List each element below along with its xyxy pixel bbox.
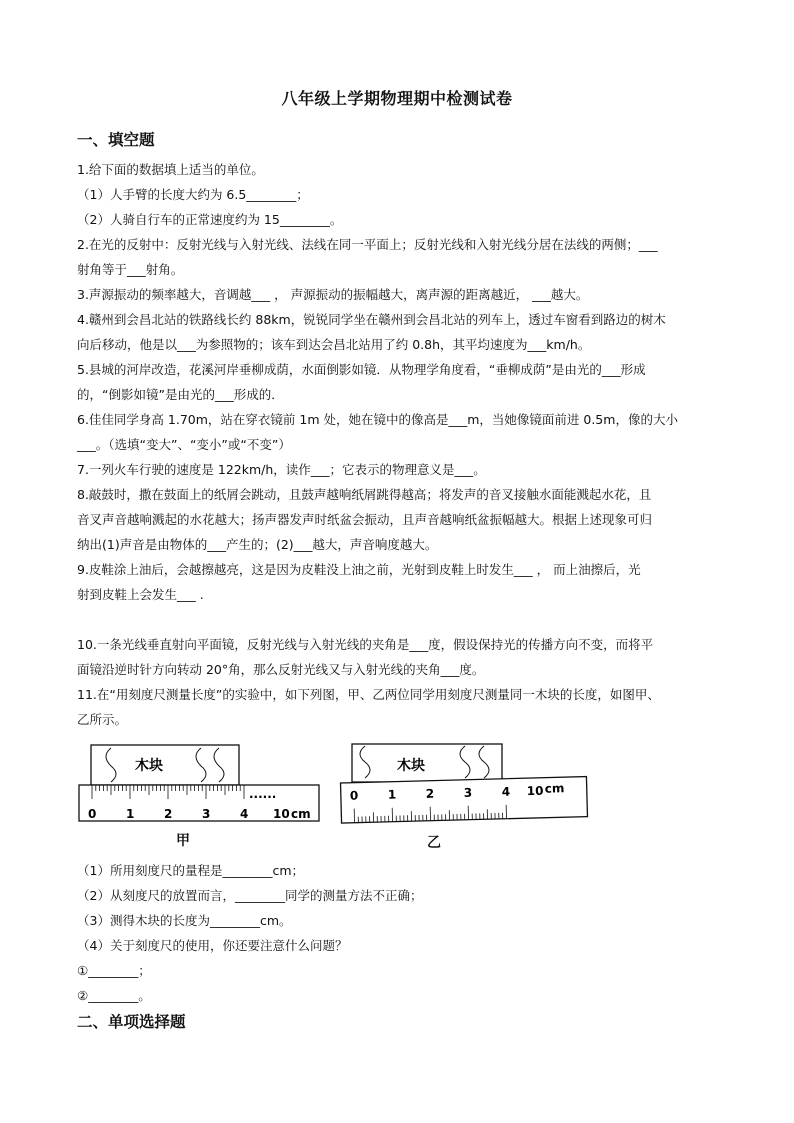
tick-label: 3 <box>202 807 211 821</box>
ruler-dots: ...... <box>249 787 277 801</box>
question-line: ①________； <box>77 963 151 978</box>
question-line: 射到皮鞋上会发生___ . <box>77 587 204 602</box>
question-line: 3.声源振动的频率越大，音调越___ ， 声源振动的振幅越大，离声源的距离越近， ___越大。 <box>77 287 589 302</box>
question-line: 面镜沿逆时针方向转动 20°角，那么反射光线又与入射光线的夹角___度。 <box>77 662 485 677</box>
question-line: 2.在光的反射中：反射光线与入射光线、法线在同一平面上；反射光线和入射光线分居在法线的两侧；___ <box>77 237 658 252</box>
tick-label: 10 <box>273 807 290 821</box>
tick-label: 3 <box>463 785 473 800</box>
section-heading-single-choice: 二、单项选择题 <box>77 1013 186 1031</box>
question-line: 7.一列火车行驶的速度是 122km/h，读作___；它表示的物理意义是___。 <box>77 462 486 477</box>
question-line: （1）人手臂的长度大约为 6.5________； <box>77 187 309 202</box>
tick-label: 2 <box>164 807 173 821</box>
question-line: 1.给下面的数据填上适当的单位。 <box>77 162 264 177</box>
question-line: 音叉声音越响溅起的水花越大；扬声器发声时纸盆会振动，且声音越响纸盆振幅越大。根据上述现象可归 <box>77 512 653 527</box>
question-line: （2）从刻度尺的放置而言，________同学的测量方法不正确； <box>77 888 423 903</box>
section-heading-fill-blank: 一、填空题 <box>77 131 155 149</box>
question-line: 11.在“用刻度尺测量长度”的实验中，如下列图，甲、乙两位同学用刻度尺测量同一木块的长度，如图甲、 <box>77 687 660 702</box>
question-line: ②________。 <box>77 988 151 1003</box>
question-line: 向后移动，他是以___为参照物的；该车到达会昌北站用了约 0.8h，其平均速度为___km/h。 <box>77 337 591 352</box>
question-line: 纳出(1)声音是由物体的___产生的；(2)___越大，声音响度越大。 <box>77 537 438 552</box>
figure-label-jia: 甲 <box>176 833 190 849</box>
question-line: （2）人骑自行车的正常速度约为 15________。 <box>77 212 343 227</box>
question-line: ___。（选填“变大”、“变小”或“不变”） <box>77 437 291 452</box>
block-label: 木块 <box>135 758 163 774</box>
tick-label: 1 <box>126 807 135 821</box>
wood-block <box>91 745 239 785</box>
ruler-diagram-yi <box>337 740 597 830</box>
question-line: （4）关于刻度尺的使用，你还要注意什么问题？ <box>77 938 348 953</box>
page-title: 八年级上学期物理期中检测试卷 <box>281 89 513 108</box>
wood-block <box>352 744 502 782</box>
question-line: 射角等于___射角。 <box>77 262 184 277</box>
unit-label: cm <box>291 807 311 821</box>
ruler-diagram-jia <box>77 740 327 825</box>
question-line: （1）所用刻度尺的量程是________cm； <box>77 863 305 878</box>
tick-label: 4 <box>240 807 249 821</box>
tick-label: 0 <box>88 807 97 821</box>
tick-label: 1 <box>387 787 397 802</box>
question-line: 乙所示。 <box>77 712 128 727</box>
figure-label-yi: 乙 <box>427 835 441 851</box>
question-line: 6.佳佳同学身高 1.70m，站在穿衣镜前 1m 处，她在镜中的像高是___m，当她像镜面前进 0.5m，像的大小 <box>77 412 678 427</box>
question-line: 5.县城的河岸改造，花溪河岸垂柳成荫，水面倒影如镜．从物理学角度看，“垂柳成荫”是由光的___形成 <box>77 362 646 377</box>
question-line: 4.赣州到会昌北站的铁路线长约 88km，锐锐同学坐在赣州到会昌北站的列车上，透过车窗看到路边的树木 <box>77 312 666 327</box>
question-line: （3）测得木块的长度为________cm。 <box>77 913 292 928</box>
block-label: 木块 <box>397 758 425 774</box>
question-line: 9.皮鞋涂上油后，会越擦越亮，这是因为皮鞋没上油之前，光射到皮鞋上时发生___ ， 而上油擦后，光 <box>77 562 641 577</box>
question-line: 的，“倒影如镜”是由光的___形成的． <box>77 387 284 402</box>
tick-label: 10 <box>526 783 544 799</box>
tick-label: 4 <box>501 784 511 799</box>
question-line: 8.敲鼓时，撒在鼓面上的纸屑会跳动，且鼓声越响纸屑跳得越高；将发声的音叉接触水面能溅起水花，且 <box>77 487 652 502</box>
question-line: 10.一条光线垂直射向平面镜，反射光线与入射光线的夹角是___度，假设保持光的传播方向不变，而将平 <box>77 637 654 652</box>
tick-label: 2 <box>425 786 435 801</box>
unit-label: cm <box>544 781 565 796</box>
tick-label: 0 <box>349 788 359 803</box>
